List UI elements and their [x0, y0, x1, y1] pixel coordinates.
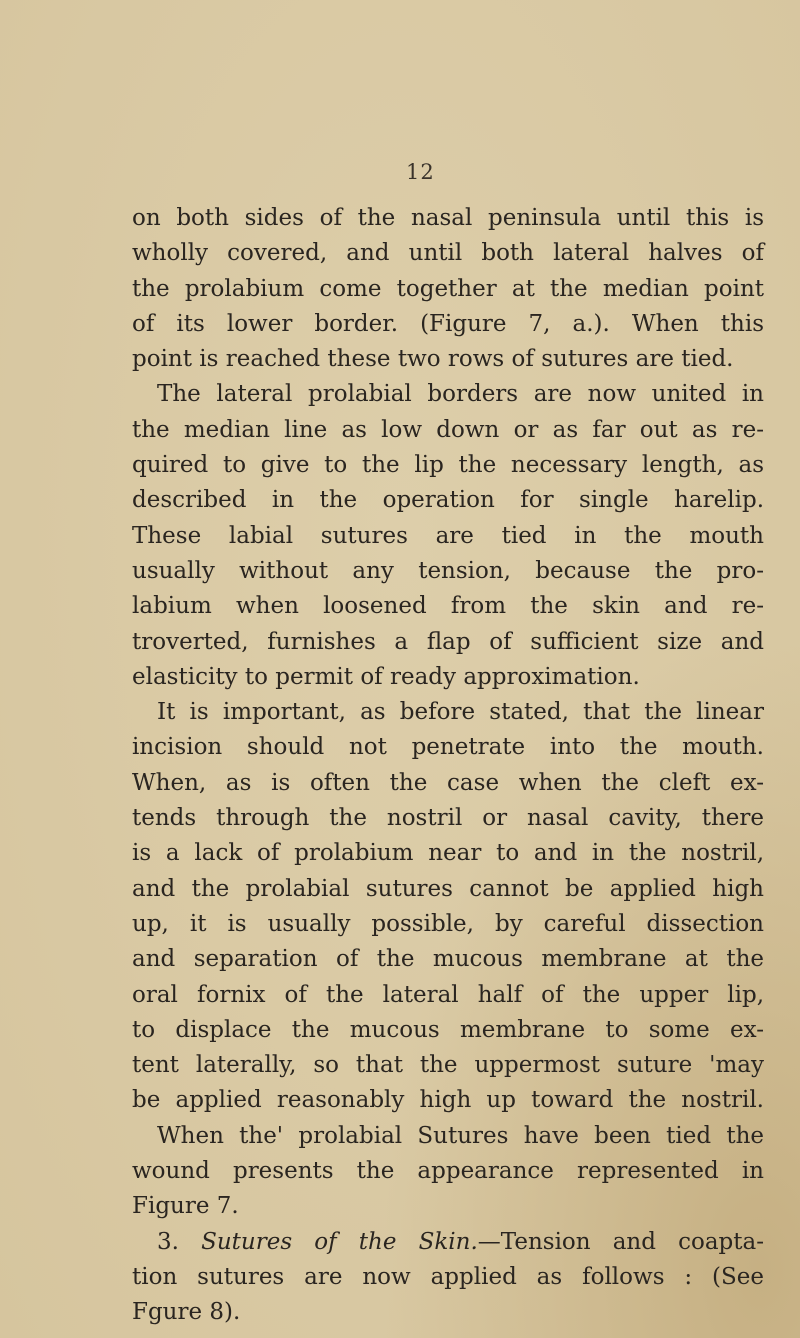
- text-line: and the prolabial sutures cannot be applied high: [132, 875, 764, 902]
- text-line: Fgure 8).: [132, 1299, 241, 1326]
- text-line: These labial sutures are tied in the mouth: [132, 522, 764, 549]
- text-line: elasticity to permit of ready approximation.: [132, 663, 640, 690]
- text-line: up, it is usually possible, by careful dissection: [132, 910, 764, 937]
- text-line: The lateral prolabial borders are now united in: [157, 381, 764, 408]
- text-line: point is reached these two rows of sutures are tied.: [132, 346, 734, 373]
- text-line: oral fornix of the lateral half of the upper lip,: [132, 981, 764, 1008]
- text-line: tent laterally, so that the uppermost suture 'may: [132, 1052, 764, 1079]
- page-number: 12: [406, 160, 435, 184]
- text-line: It is important, as before stated, that the linear: [157, 699, 764, 726]
- text-line: is a lack of prolabium near to and in the nostril,: [132, 840, 764, 867]
- text-line: on both sides of the nasal peninsula until this is: [132, 205, 764, 231]
- text-line: and separation of the mucous membrane at the: [132, 946, 764, 973]
- text-line: labium when loosened from the skin and re-: [132, 593, 764, 620]
- section-text-start: —Tension and coapta-: [477, 1228, 765, 1255]
- text-line: incision should not penetrate into the mouth.: [132, 734, 764, 761]
- section-heading-line: [132, 1225, 764, 1260]
- text-line: tion sutures are now applied as follows : (See: [132, 1263, 764, 1290]
- body-text: [132, 201, 764, 1331]
- text-line: to displace the mucous membrane to some ex-: [132, 1016, 764, 1043]
- text-line: usually without any tension, because the pro-: [132, 557, 764, 584]
- text-line: quired to give to the lip the necessary length, as: [132, 452, 764, 479]
- text-line: be applied reasonably high up toward the nostril.: [132, 1087, 764, 1114]
- text-line: wholly covered, and until both lateral halves of: [132, 240, 764, 267]
- section-number: 3.: [157, 1228, 179, 1255]
- text-line: When the' prolabial Sutures have been tied the: [157, 1122, 764, 1149]
- text-line: Figure 7.: [132, 1193, 239, 1220]
- text-line: of its lower border. (Figure 7, a.). When this: [132, 310, 764, 337]
- text-line: When, as is often the case when the cleft ex-: [132, 769, 764, 796]
- text-line: the prolabium come together at the median point: [132, 275, 764, 302]
- text-line: the median line as low down or as far out as re-: [132, 416, 764, 443]
- text-line: wound presents the appearance represented in: [132, 1158, 764, 1185]
- text-line: described in the operation for single harelip.: [132, 487, 764, 514]
- text-line: troverted, furnishes a flap of sufficient size and: [132, 628, 764, 655]
- section-title: Sutures of the Skin.: [201, 1228, 478, 1255]
- text-line: tends through the nostril or nasal cavity, there: [132, 805, 764, 832]
